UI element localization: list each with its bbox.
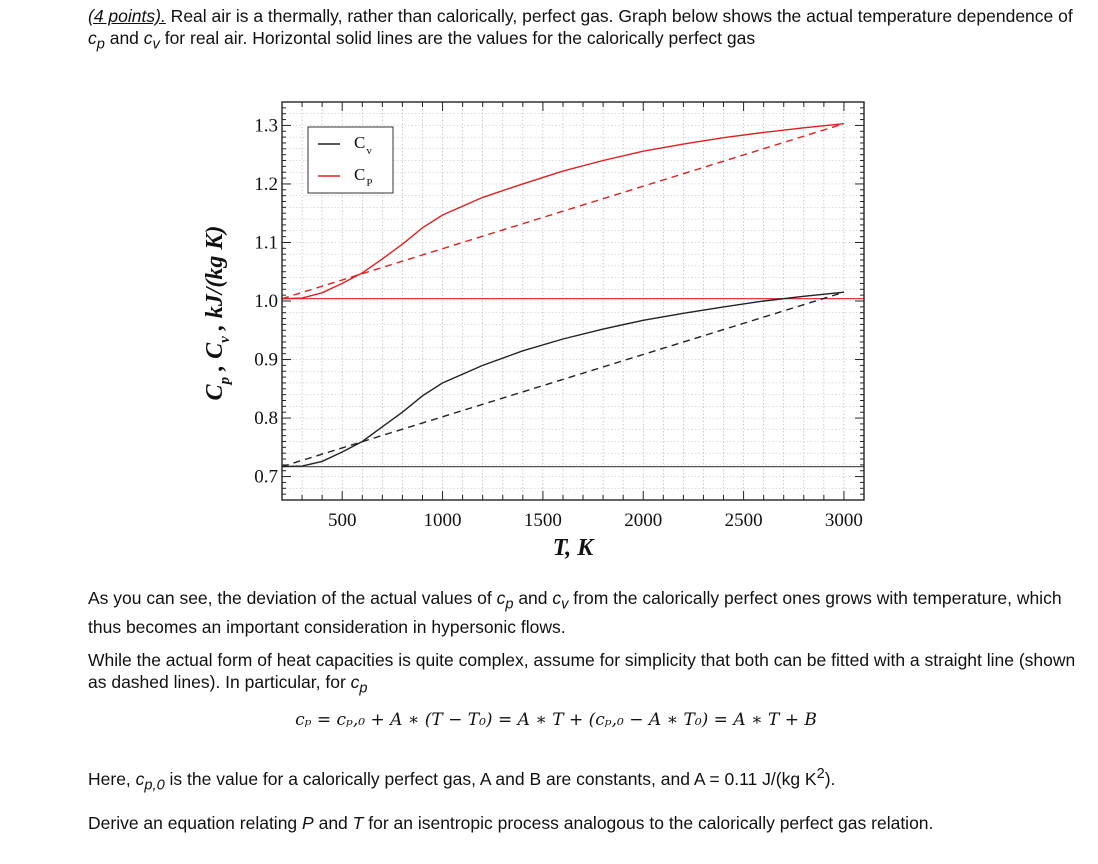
and-text: and	[104, 28, 144, 48]
cv-subscript: v	[561, 596, 569, 613]
x-tick-label: 1000	[423, 510, 462, 531]
legend-label-cv-sub: v	[366, 145, 372, 157]
cp-symbol: c	[496, 588, 506, 608]
cp-symbol: c	[350, 672, 360, 692]
y-tick-label: 1.0	[254, 291, 278, 312]
x-tick-labels	[328, 510, 863, 531]
deviation-text-a: As you can see, the deviation of the actual values of	[88, 588, 497, 608]
fit-paragraph	[88, 649, 1088, 700]
constants-paragraph	[88, 763, 1088, 796]
cp-equation: cₚ = cₚ,₀ + A ∗ (T − T₀) = A ∗ T + (cₚ,₀ − A ∗ T₀) = A ∗ T + B	[295, 710, 817, 730]
P-symbol: P	[302, 813, 314, 833]
linear-fit-line	[282, 292, 844, 466]
y-tick-label: 1.1	[254, 232, 278, 254]
intro-paragraph	[88, 5, 1088, 56]
legend-box	[308, 127, 393, 193]
x-tick-label: 500	[327, 510, 357, 531]
y-tick-label: 0.8	[254, 408, 278, 430]
derive-text-a: Derive an equation relating	[88, 813, 303, 833]
x-axis-title: T, K	[552, 535, 594, 561]
y-tick-labels	[254, 115, 278, 487]
and-text: and	[513, 588, 553, 608]
x-tick-label: 3000	[824, 510, 863, 531]
legend-label-cp-main: C	[354, 165, 366, 184]
task-paragraph	[88, 812, 1088, 834]
x-tick-label: 2000	[624, 510, 663, 531]
cp-symbol: c	[88, 28, 97, 48]
deviation-text-b: from the calorically perfect ones grows with temperature, which thus becomes an important consideration in hypersonic flows.	[88, 588, 1062, 637]
cv-subscript: v	[152, 36, 160, 53]
legend	[308, 127, 393, 193]
cv-symbol: c	[143, 28, 153, 48]
cp-subscript: p	[359, 680, 368, 697]
cp0-symbol: c	[135, 768, 145, 789]
heat-capacity-chart	[190, 95, 910, 565]
T-symbol: T	[352, 813, 364, 833]
points-label: (4 points).	[88, 6, 166, 26]
here-text-a: Here,	[88, 768, 136, 789]
y-tick-label: 0.9	[254, 349, 278, 371]
squared-superscript: 2	[816, 766, 825, 782]
legend-label-cp-sub: P	[366, 177, 373, 189]
cp0-subscript: p,0	[144, 777, 165, 794]
here-text-c: ).	[824, 768, 836, 789]
derive-text-b: for an isentropic process analogous to the calorically perfect gas relation.	[363, 813, 934, 833]
y-tick-label: 1.2	[254, 173, 278, 195]
fit-text-a: While the actual form of heat capacities is quite complex, assume for simplicity that both can be fitted with a straight line (shown as dashed lines). In particular, for	[88, 650, 1076, 692]
deviation-paragraph	[88, 587, 1088, 638]
y-axis-title-group	[202, 226, 233, 401]
y-tick-label: 0.7	[254, 466, 278, 488]
x-tick-label: 2500	[724, 510, 763, 531]
x-tick-label: 1500	[523, 510, 562, 531]
cp-subscript: p	[96, 36, 105, 53]
y-axis-title: $C_p$ , $C_v$ , kJ/(kg K)	[202, 225, 233, 401]
intro-text-a: Real air is a thermally, rather than calorically, perfect gas. Graph below shows the actual temperature dependence of	[165, 6, 1073, 26]
legend-label-cv-main: C	[354, 133, 366, 152]
cv-symbol: c	[552, 588, 562, 608]
cp-subscript: p	[505, 596, 514, 613]
y-tick-label: 1.3	[254, 115, 278, 137]
here-text-b: is the value for a calorically perfect gas, A and B are constants, and A = 0.11 J/(kg K	[164, 768, 817, 789]
and-text: and	[313, 813, 353, 833]
intro-text-b: for real air. Horizontal solid lines are the values for the calorically perfect gas	[159, 28, 756, 48]
